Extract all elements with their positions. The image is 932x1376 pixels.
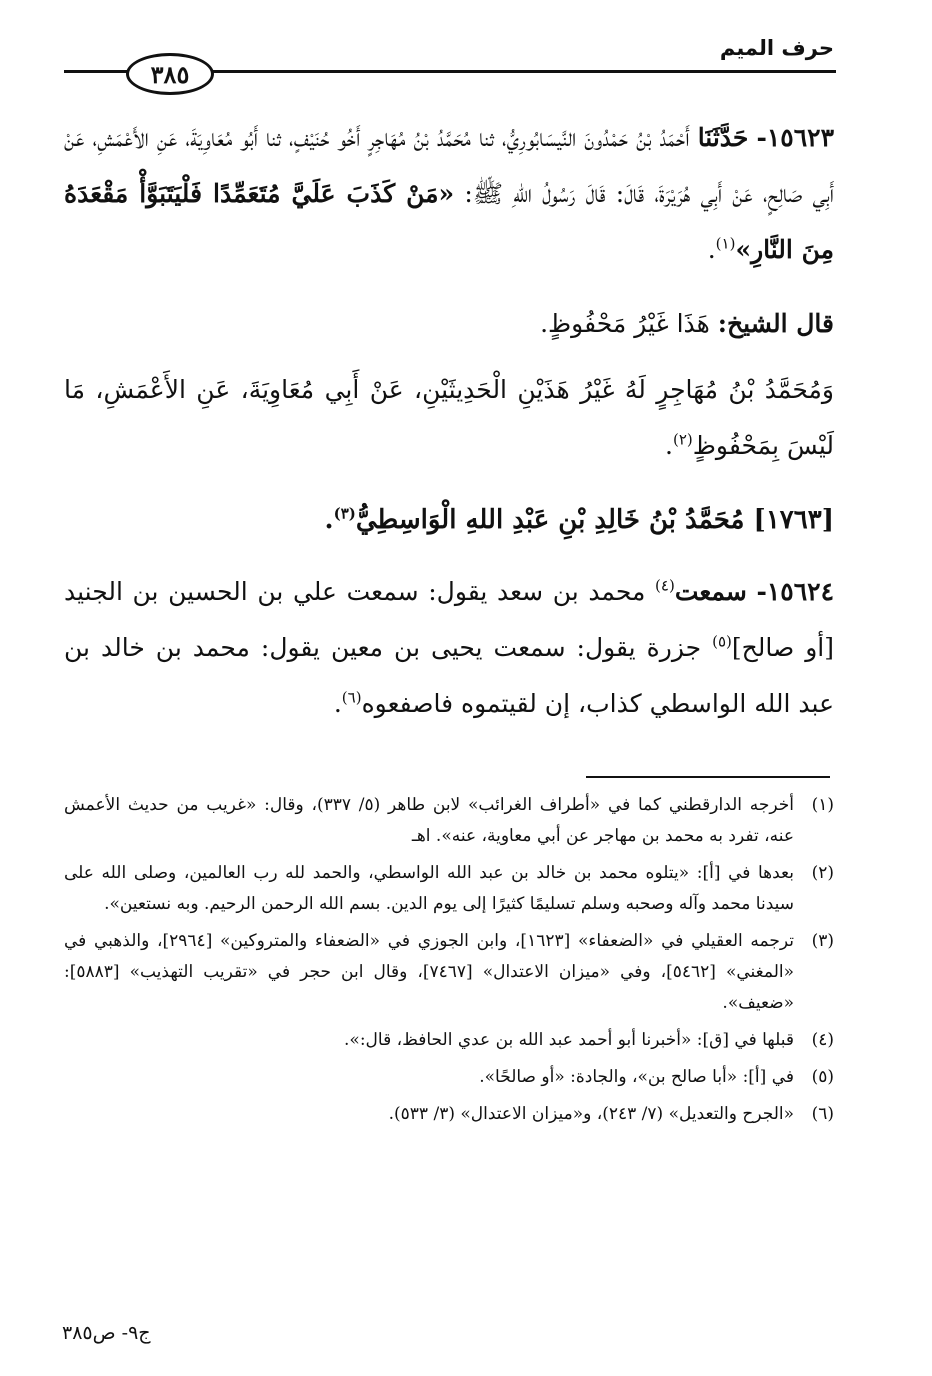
footnote (64, 926, 834, 1019)
narrator-note-text: وَمُحَمَّدُ بْنُ مُهَاجِرٍ لَهُ غَيْرُ هَذَيْنِ الْحَدِيثَيْنِ، عَنْ أَبِي مُعَاوِيَةَ، عَنِ الأَعْمَشِ، مَا لَيْسَ بِمَحْفُوظٍ (64, 375, 834, 460)
isnad-text: أَحْمَدُ بْنُ حَمْدُونَ النَّيسَابُورِيُّ، ثنا مُحَمَّدُ بْنُ مُهَاجِرٍ أَخُو حُنَيْفٍ، ثنا أَبُو مُعَاوِيَةَ، عَنِ الأَعْمَشِ، عَنْ أَبِي صَالِحٍ، عَنْ أَبِي هُرَيْرَةَ، قَالَ: قَالَ رَسُولُ اللهِ ﷺ: (64, 123, 834, 208)
hadith-15623: ١٥٦٢٣- حَدَّثَنَا أَحْمَدُ بْنُ حَمْدُونَ النَّيسَابُورِيُّ، ثنا مُحَمَّدُ بْنُ مُهَاجِرٍ أَخُو حُنَيْفٍ، ثنا أَبُو مُعَاوِيَةَ، عَنِ الأَعْمَشِ، عَنْ أَبِي صَالِحٍ، عَنْ أَبِي هُرَيْرَةَ، قَالَ: قَالَ رَسُولُ اللهِ ﷺ: «مَنْ كَذَبَ عَلَيَّ مُتَعَمِّدًا فَلْيَتَبَوَّأْ مَقْعَدَهُ مِنَ النَّارِ»$^{(١)}$. (64, 123, 834, 264)
footnote-number: (٣) (811, 931, 834, 951)
footnote (64, 1099, 834, 1130)
footnote (64, 1062, 834, 1093)
report-text-1: محمد بن سعد يقول: سمعت علي بن الحسين بن الجنيد [أو صالح] (64, 577, 835, 662)
main-text (64, 110, 834, 750)
footnote-text: قبلها في [ق]: «أخبرنا أبو أحمد عبد الله بن عدي الحافظ، قال:». (344, 1030, 794, 1050)
sheikh-text: هَذَا غَيْرُ مَحْفُوظٍ. (540, 309, 710, 338)
biography-heading: [١٧٦٣] مُحَمَّدُ بْنُ خَالِدِ بْنِ عَبْدِ اللهِ الْوَاسِطِيُّ$^{(٣)}$. (324, 504, 834, 535)
page-number-badge (126, 53, 214, 95)
footnote (64, 1025, 834, 1056)
page-number: ٣٨٥ (150, 59, 190, 89)
hadith-number: ١٥٦٢٣- (756, 123, 834, 152)
hadith-number: ١٥٦٢٤- (756, 577, 834, 606)
hadith-matn: «مَنْ كَذَبَ عَلَيَّ مُتَعَمِّدًا فَلْيَتَبَوَّأْ مَقْعَدَهُ مِنَ النَّارِ» (64, 179, 834, 264)
sheikh-comment (64, 296, 834, 352)
footnote-ref: (٣) (333, 504, 356, 523)
report-text-2: جزرة يقول: سمعت يحيى بن معين يقول: محمد بن خالد بن عبد الله الواسطي كذاب، إن لقيتموه فاصفعوه (64, 633, 834, 718)
footnote-text: ترجمه العقيلي في «الضعفاء» [١٦٢٣]، وابن الجوزي في «الضعفاء والمتروكين» [٢٩٦٤]، والذهبي في «المغني» [٥٤٦٢]، وفي «ميزان الاعتدال» [٧٤٦٧]، وقال ابن حجر في «تقريب التهذيب» [٥٨٨٣]: «ضعيف». (64, 931, 795, 1013)
footnote-separator (586, 776, 830, 778)
narration-keyword: حَدَّثَنَا (697, 123, 749, 152)
footnotes (64, 790, 834, 1136)
footnote-number: (١) (811, 795, 834, 815)
footnote-text: بعدها في [أ]: «يتلوه محمد بن خالد بن عبد الله الواسطي، والحمد لله رب العالمين، وصلى الله على سيدنا محمد وآله وصحبه وسلم تسليمًا كثيرًا إلى يوم الدين. بسم الله الرحمن الرحيم. وبه نستعين». (64, 863, 794, 914)
footnote-text: «الجرح والتعديل» (٧/ ٢٤٣)، و«ميزان الاعتدال» (٣/ ٥٣٣). (388, 1104, 794, 1124)
footnote-ref: (١) (715, 234, 736, 253)
footnote-text: في [أ]: «أبا صالح بن»، والجادة: «أو صالحًا». (479, 1067, 794, 1087)
chapter-title: حرف الميم (719, 36, 834, 60)
footnote (64, 858, 834, 920)
narrator-note: وَمُحَمَّدُ بْنُ مُهَاجِرٍ لَهُ غَيْرُ هَذَيْنِ الْحَدِيثَيْنِ، عَنْ أَبِي مُعَاوِيَةَ، عَنِ الأَعْمَشِ، مَا لَيْسَ بِمَحْفُوظٍ$^{(٢)}$. (64, 375, 834, 460)
footnote-number: (٦) (811, 1104, 834, 1124)
footnote-number: (٥) (811, 1067, 834, 1087)
narration-keyword: سمعت (674, 577, 747, 606)
hadith-15624: ١٥٦٢٤- سمعت$^{(٤)}$ محمد بن سعد يقول: سمعت علي بن الحسين بن الجنيد [أو صالح]$^{(٥)}$ جزرة يقول: سمعت يحيى بن معين يقول: محمد بن خالد بن عبد الله الواسطي كذاب، إن لقيتموه فاصفعوه$^{(٦)}$. (64, 576, 835, 718)
footnote (64, 790, 834, 852)
footnote-ref: (٤) (655, 576, 675, 595)
footnote-ref: (٢) (673, 430, 693, 449)
sheikh-label: قال الشيخ: (717, 309, 834, 338)
biography-title: [١٧٦٣] مُحَمَّدُ بْنُ خَالِدِ بْنِ عَبْدِ اللهِ الْوَاسِطِيُّ (355, 505, 834, 535)
footnote-ref: (٦) (341, 688, 362, 707)
footnote-number: (٢) (811, 863, 834, 883)
footnote-number: (٤) (811, 1030, 834, 1050)
footnote-text: أخرجه الدارقطني كما في «أطراف الغرائب» لابن طاهر (٥/ ٣٣٧)، وقال: «غريب من حديث الأعمش عنه، تفرد به محمد بن مهاجر عن أبي معاوية، عنه». اهـ (64, 795, 794, 846)
volume-page-signature: ج٩- ص٣٨٥ (62, 1322, 151, 1344)
footnote-ref: (٥) (712, 632, 732, 651)
